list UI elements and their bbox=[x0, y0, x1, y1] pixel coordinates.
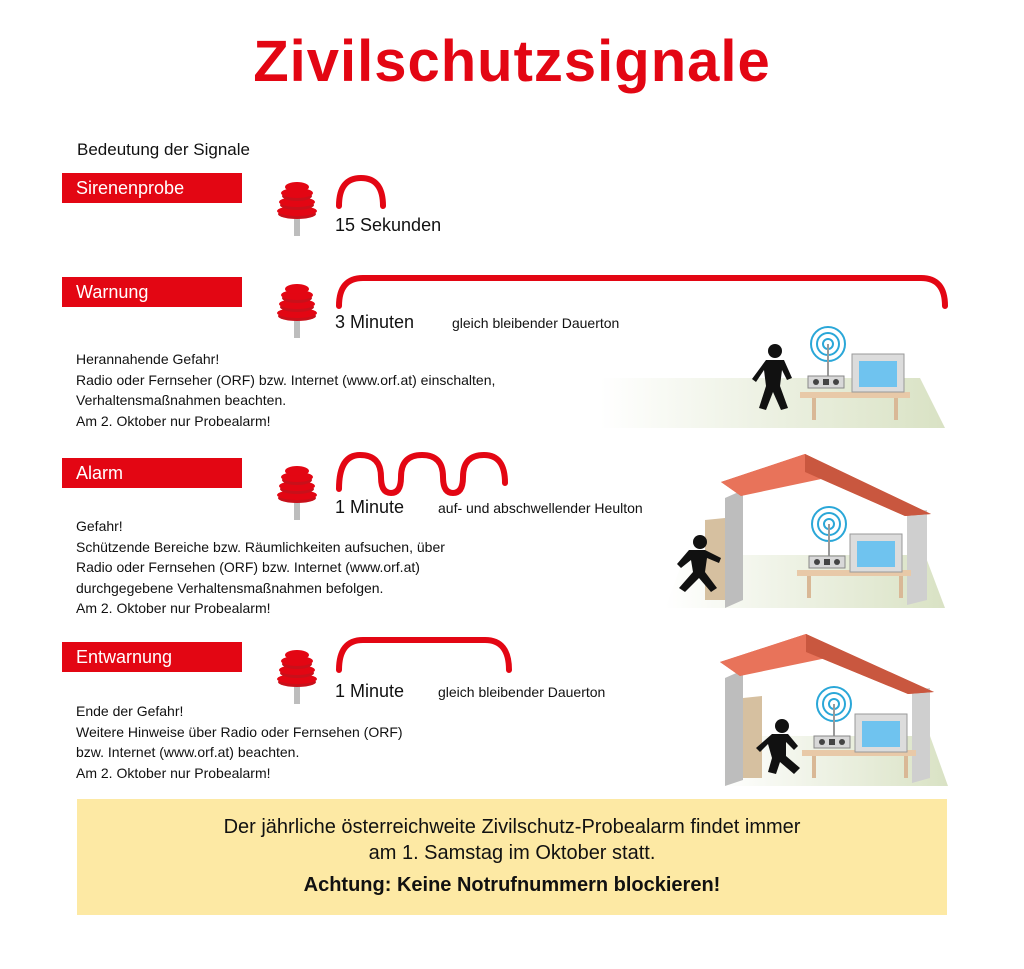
description-line: Am 2. Oktober nur Probealarm! bbox=[76, 412, 271, 429]
description-line: Schützende Bereiche bzw. Räumlichkeiten aufsuchen, über bbox=[76, 538, 445, 555]
medium-tone-wave-icon bbox=[333, 630, 518, 674]
short-tone-wave-icon bbox=[333, 170, 393, 210]
signal-description-entwarnung bbox=[76, 701, 403, 783]
description-line: Am 2. Oktober nur Probealarm! bbox=[76, 600, 271, 616]
siren-icon bbox=[272, 280, 322, 340]
signal-tone: auf- und abschwellender Heulton bbox=[438, 500, 643, 516]
siren-icon bbox=[272, 646, 322, 706]
signal-duration: 1 Minute bbox=[335, 681, 405, 701]
description-line: Ende der Gefahr! bbox=[76, 703, 184, 719]
description-line: Gefahr! bbox=[76, 518, 123, 534]
long-tone-wave-icon bbox=[333, 266, 953, 310]
description-line: Verhaltensmaßnahmen beachten. bbox=[76, 392, 287, 408]
siren-icon bbox=[272, 178, 322, 238]
signal-duration: 15 Sekunden bbox=[335, 215, 442, 235]
subtitle: Bedeutung der Signale bbox=[77, 140, 250, 159]
description-line: Weitere Hinweise über Radio oder Fernsehen (ORF) bbox=[76, 723, 403, 740]
signal-label-entwarnung: Entwarnung bbox=[62, 642, 242, 672]
signal-label-alarm: Alarm bbox=[62, 458, 242, 488]
description-line: bzw. Internet (www.orf.at) beachten. bbox=[76, 744, 300, 760]
signal-duration: 3 Minuten bbox=[335, 312, 415, 332]
page-title: Zivilschutzsignale bbox=[253, 29, 771, 94]
description-line: durchgegebene Verhaltensmaßnahmen befolgen. bbox=[76, 579, 384, 596]
description-line: Radio oder Fernseher (ORF) bzw. Internet (www.orf.at) einschalten, bbox=[76, 371, 496, 388]
signal-tone: gleich bleibender Dauerton bbox=[452, 315, 620, 331]
description-line: Am 2. Oktober nur Probealarm! bbox=[76, 764, 271, 781]
alarm-scene-illustration bbox=[655, 450, 950, 612]
warnung-scene-illustration bbox=[600, 320, 950, 430]
notice-box bbox=[77, 799, 947, 915]
signal-description-alarm bbox=[76, 516, 445, 619]
signal-label-warnung: Warnung bbox=[62, 277, 242, 307]
notice-warning: Achtung: Keine Notrufnummern blockieren! bbox=[303, 874, 721, 896]
notice-line-2: am 1. Samstag im Oktober statt. bbox=[368, 842, 656, 864]
rising-falling-wave-icon bbox=[333, 447, 523, 497]
siren-icon bbox=[272, 462, 322, 522]
description-line: Herannahende Gefahr! bbox=[76, 351, 220, 367]
signal-description-warnung bbox=[76, 349, 495, 431]
notice-line-1: Der jährliche österreichweite Zivilschutz-Probealarm findet immer bbox=[223, 816, 801, 838]
signal-duration: 1 Minute bbox=[335, 497, 405, 517]
description-line: Radio oder Fernsehen (ORF) bzw. Internet (www.orf.at) bbox=[76, 559, 420, 575]
signal-label-sirenenprobe: Sirenenprobe bbox=[62, 173, 242, 203]
entwarnung-scene-illustration bbox=[680, 628, 950, 790]
signal-tone: gleich bleibender Dauerton bbox=[438, 684, 606, 700]
